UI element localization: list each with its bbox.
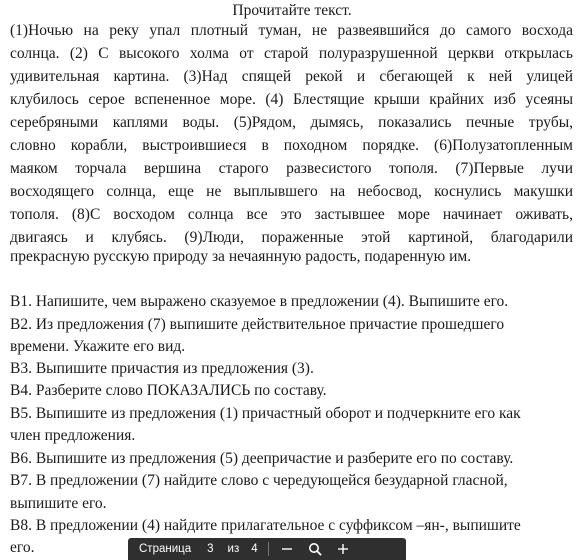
text-line: двигаясь и клубясь. (9)Люди, пораженные этой картиной, благодарили — [10, 229, 573, 246]
text-line: словно корабли, выстроившиеся в походном порядке. (6)Полузатопленным — [10, 137, 573, 154]
document-title: Прочитайте текст. — [232, 2, 352, 19]
of-label: из — [227, 543, 240, 555]
total-pages: 4 — [251, 543, 258, 555]
question-line: В5. Выпишите из предложения (1) причастный оборот и подчеркните его как — [10, 405, 521, 422]
current-page-number[interactable]: 3 — [207, 543, 214, 555]
page-label: Страница — [139, 543, 192, 555]
zoom-in-button[interactable] — [329, 539, 357, 559]
text-line: солнца. (2) С высокого холма от старой полуразрушенной церкви открылась — [10, 45, 573, 62]
question-line: В8. В предложении (4) найдите прилагательное с суффиксом –ян-, выпишите — [10, 517, 521, 534]
question-line: времени. Укажите его вид. — [10, 338, 186, 355]
question-line: В2. Из предложения (7) выпишите действительное причастие прошедшего — [10, 316, 505, 333]
question-line: член предложения. — [10, 427, 136, 444]
question-line: выпишите его. — [10, 495, 107, 512]
text-line: маяком торчала вершина старого развесистого тополя. (7)Первые лучи — [10, 160, 573, 177]
text-line: тополя. (8)С восходом солнца все это застывшее море начинает оживать, — [10, 206, 573, 223]
text-line: прекрасную русскую природу за нечаянную радость, подаренную им. — [10, 248, 472, 265]
text-line: удивительная картина. (3)Над спящей рекой и сбегающей к ней улицей — [10, 68, 573, 85]
question-line: В3. Выпишите причастия из предложения (3). — [10, 360, 314, 377]
zoom-out-button[interactable] — [273, 539, 301, 559]
minus-icon — [281, 543, 293, 555]
zoom-reset-button[interactable] — [301, 539, 329, 559]
text-line: серебряными каплями воды. (5)Рядом, дымясь, показались печные трубы, — [10, 114, 573, 131]
question-line: В1. Напишите, чем выражено сказуемое в предложении (4). Выпишите его. — [10, 293, 509, 310]
toolbar-divider — [268, 542, 269, 556]
text-line: восходящего солнца, еще не выплывшего на небосвод, коснулись макушки — [10, 183, 573, 200]
text-line: клубилось серое вспененное море. (4) Блестящие крыши крайних изб усеяны — [10, 91, 573, 108]
question-line: его. — [10, 539, 35, 556]
plus-icon — [337, 543, 349, 555]
magnifier-icon — [308, 542, 322, 556]
page-navigation-toolbar — [128, 538, 406, 560]
question-line: В6. Выпишите из предложения (5) деепричастие и разберите его по составу. — [10, 450, 514, 467]
question-line: В4. Разберите слово ПОКАЗАЛИСЬ по составу. — [10, 382, 327, 399]
text-line: (1)Ночью на реку упал плотный туман, не развеявшийся до самого восхода — [10, 22, 573, 39]
question-line: В7. В предложении (7) найдите слово с чередующейся безударной гласной, — [10, 472, 508, 489]
